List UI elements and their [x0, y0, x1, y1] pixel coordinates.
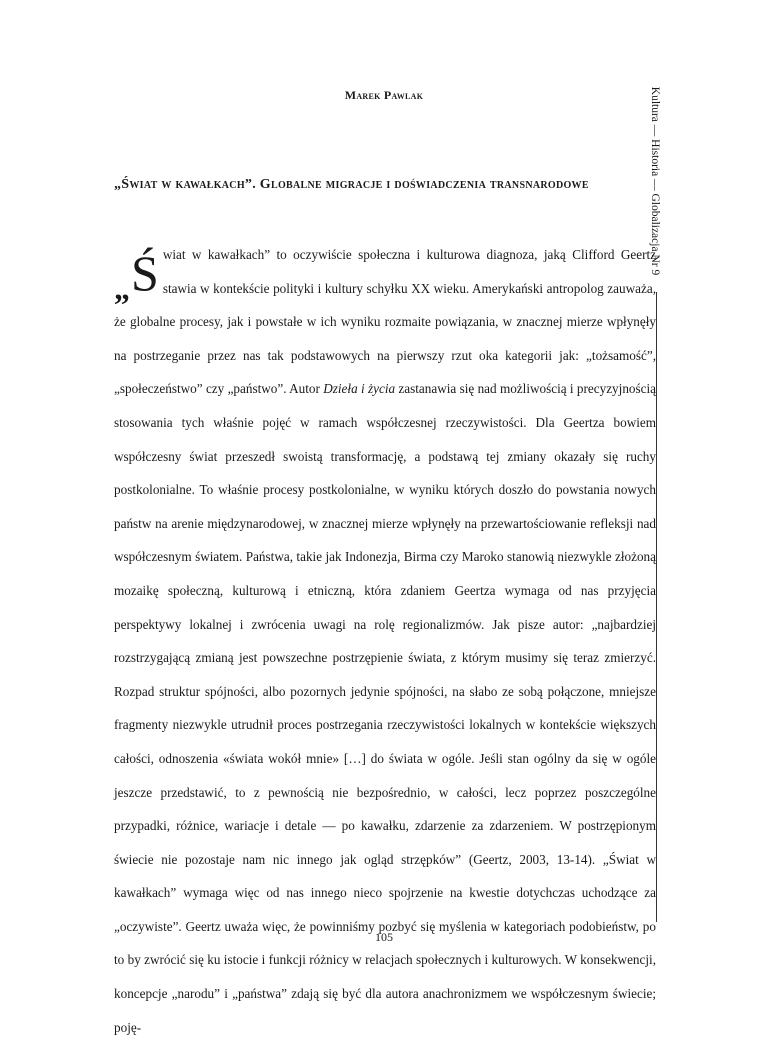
margin-rule	[656, 292, 657, 922]
article-body	[114, 238, 656, 1044]
article-title: „Świat w kawałkach”. Globalne migracje i doświadczenia transnarodowe	[114, 177, 589, 192]
body-text-part2: zastanawia się nad możliwością i precyzyjnością stosowania tych właśnie pojęć w ramach współczesnej rzeczywistości. Dla Geertza bowiem współczesny świat przeszedł swoistą transformację, a podstawą tej zmiany okazały się ruchy postkolonialne. To właśnie procesy postkolonialne, w wyniku których doszło do powstania nowych państw na arenie międzynarodowej, w znacznej mierze wpłynęły na przewartościowanie refleksji nad współczesnym światem. Państwa, takie jak Indonezja, Birma czy Maroko stanowią niezwykle złożoną mozaikę społeczną, kulturową i etniczną, która zdaniem Geertza wymaga od nas przyjęcia perspektywy lokalnej i zwrócenia uwagi na rolę regionalizmów. Jak pisze autor: „najbardziej rozstrzygającą zmianą jest powszechne postrzępienie świata, z którym musimy się teraz zmierzyć. Rozpad struktur spójności, albo pozornych jedynie spójności, na słabo ze sobą połączone, mniejsze fragmenty niezwykle utrudnił proces postrzegania rzeczywistości lokalnych w kontekście większych całości, odnoszenia «świata wokół mnie» […] do świata w ogóle. Jeśli stan ogólny da się w ogóle jeszcze przedstawić, to z pewnością nie bezpośrednio, w całości, lecz poprzez poszczególne przypadki, różnice, wariacje i detale — po kawałku, zdarzenie za zdarzeniem. W postrzępionym świecie nie pozostaje nam nic innego jak ogląd strzępków” (Geertz, 2003, 13-14). „Świat w kawałkach” wymaga więc od nas innego nieco spojrzenie na kwestie dotychczas uchodzące za „oczywiste”. Geertz uważa więc, że powinniśmy pozbyć się myślenia w kategoriach podobieństw, po to by zwrócić się ku istocie i funkcji różnicy w relacjach społecznych i kulturowych. W konsekwencji, koncepcje „narodu” i „państwa” zdają się być dla autora anachronizmem we współczesnym świecie; poję-	[114, 381, 657, 1035]
drop-cap	[114, 240, 159, 306]
running-header-text: Kultura — Historia — Globalizacja Nr 9	[649, 86, 661, 276]
drop-cap-quote: „	[114, 270, 130, 306]
body-text-part1: wiat w kawałkach” to oczywiście społeczna i kulturowa diagnoza, jaką Clifford Geertz stawia w kontekście polityki i kultury schyłku XX wieku. Amerykański antropolog zauważa, że globalne procesy, jak i powstałe w ich wyniku rozmaite powiązania, w znacznej mierze wpłynęły na postrzeganie przez nas tak podstawowych na pierwszy rzut oka kategorii jak: „tożsamość”, „społeczeństwo” czy „państwo”. Autor	[114, 247, 656, 397]
book-title-italic: Dzieła i życia	[323, 381, 396, 397]
author-name: Marek Pawlak	[344, 88, 424, 102]
running-header	[646, 70, 664, 292]
drop-cap-letter: Ś	[131, 245, 159, 301]
page-number: 105	[375, 930, 393, 944]
